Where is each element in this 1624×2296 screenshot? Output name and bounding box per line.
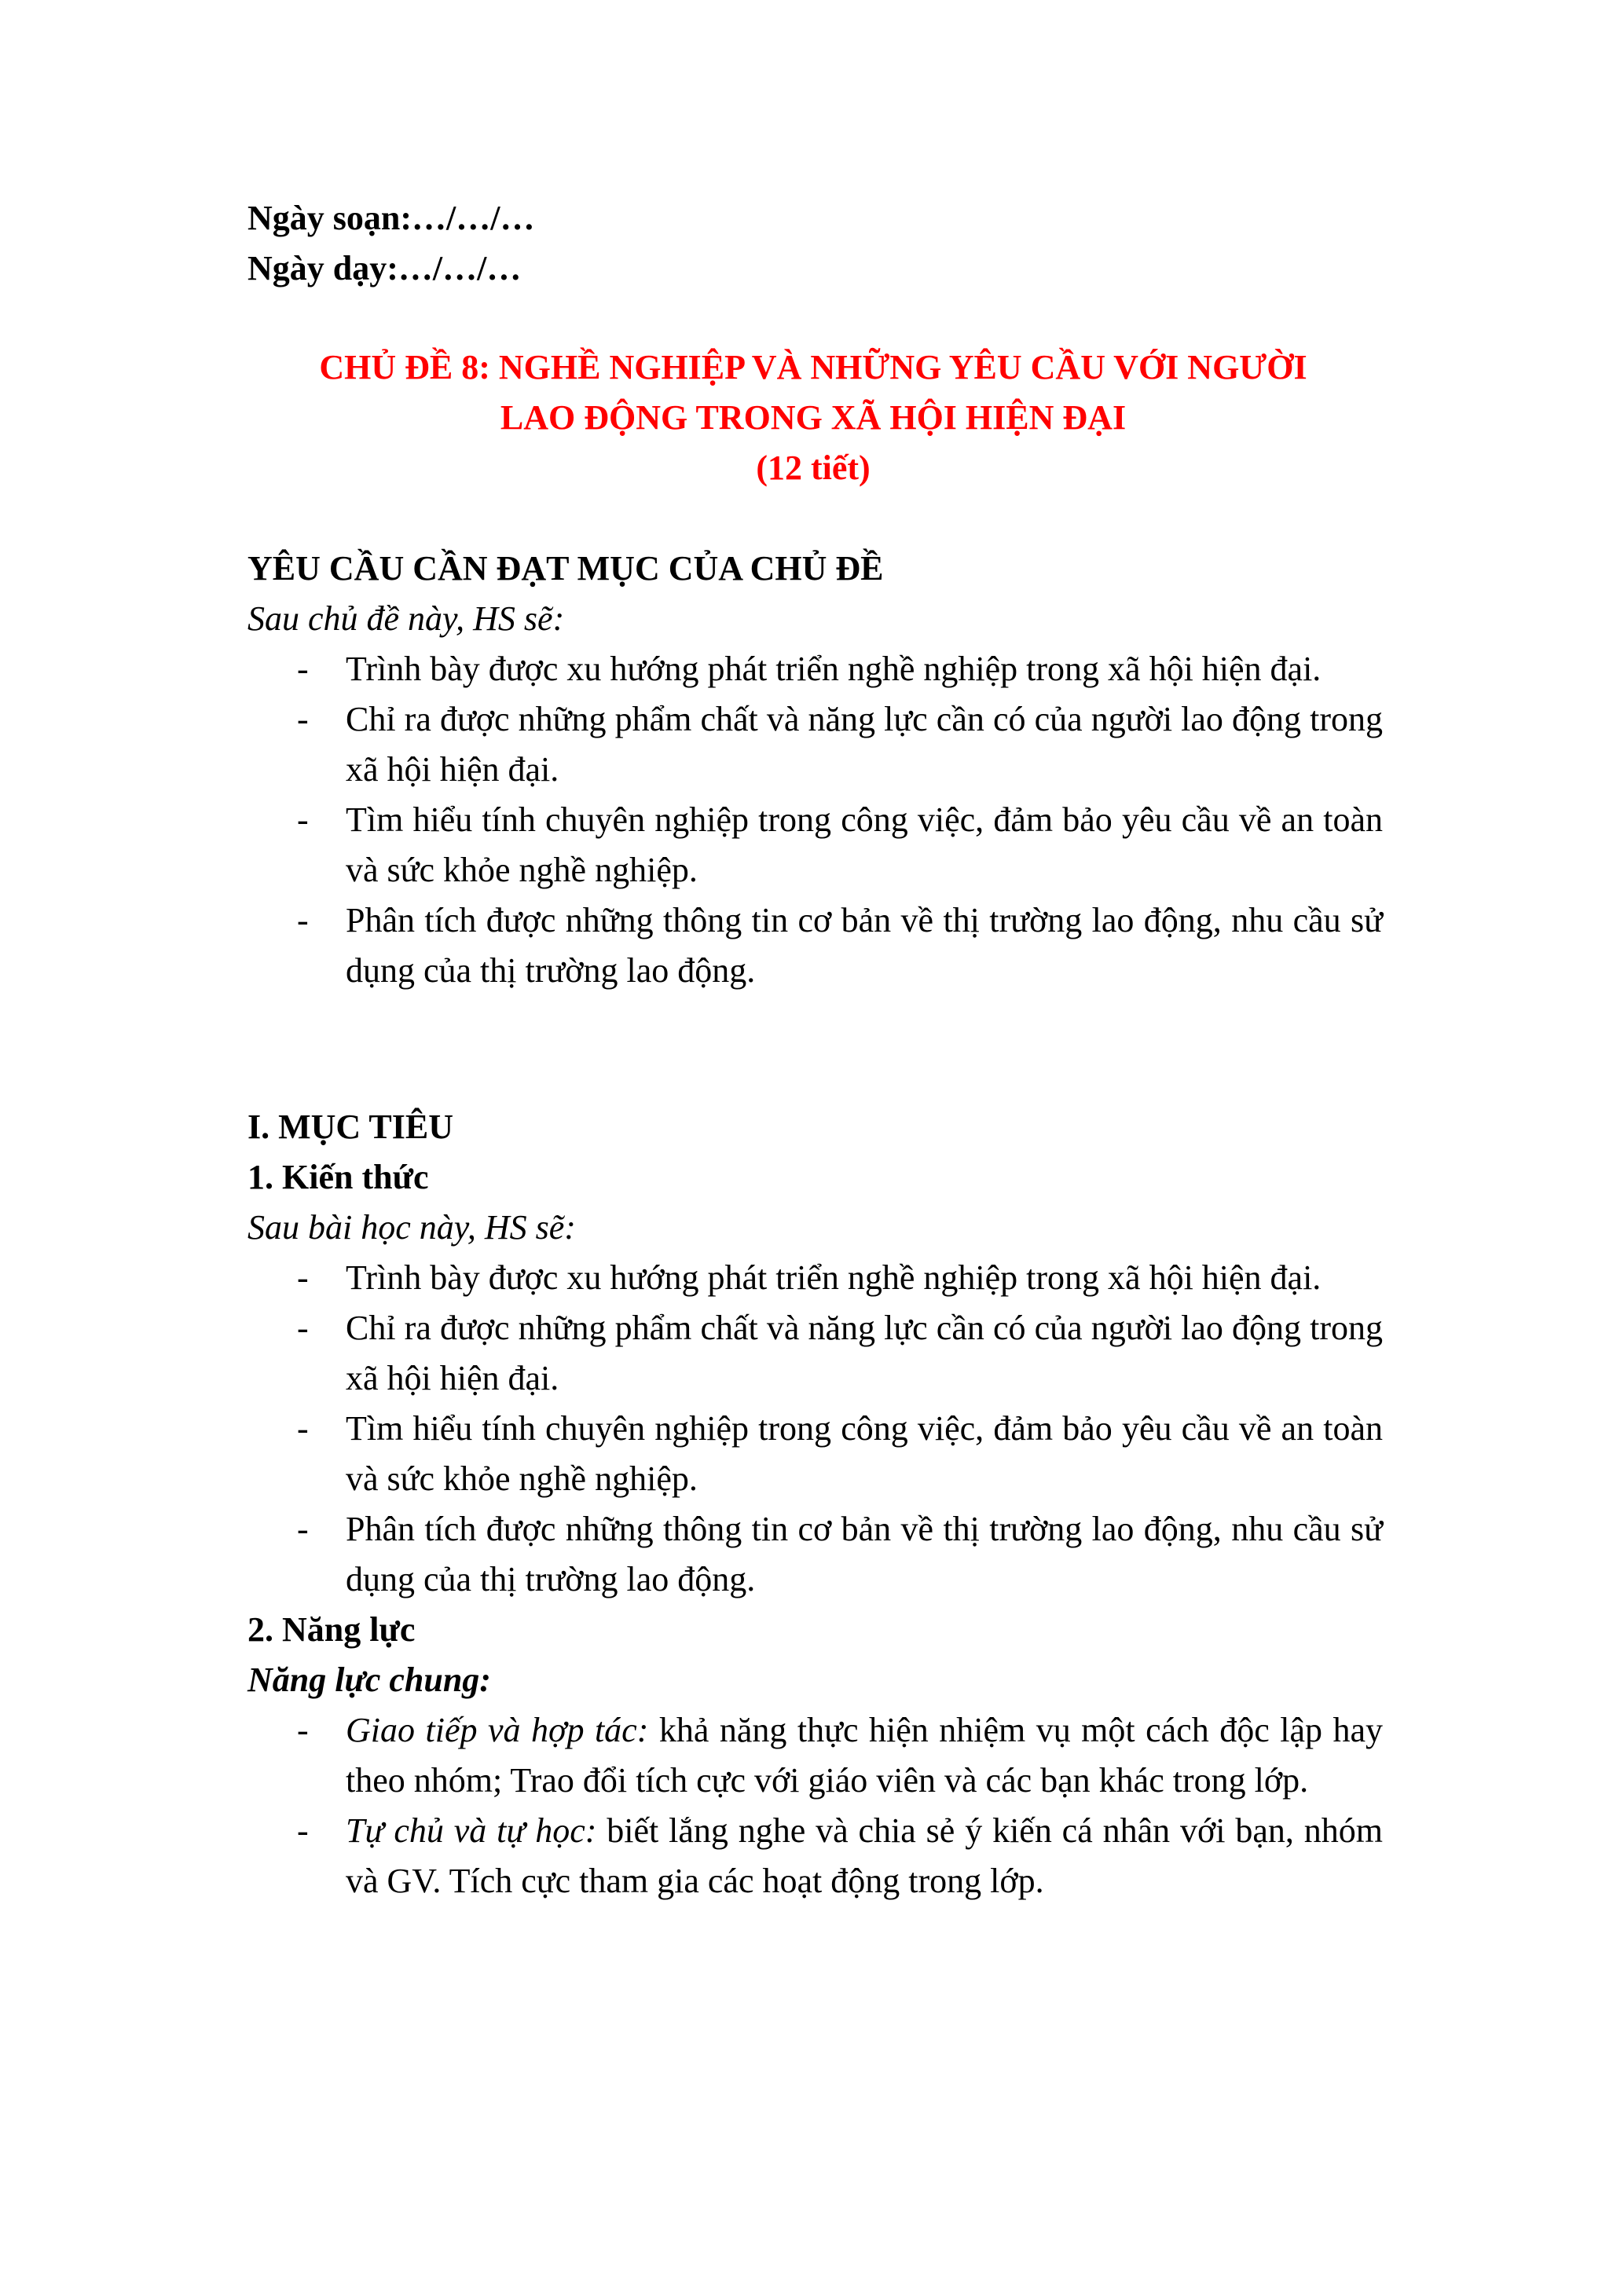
list-bullet: - xyxy=(297,800,309,839)
prep-date: Ngày soạn:…/…/… xyxy=(247,199,535,237)
list-item xyxy=(247,1404,1383,1504)
list-item-text: Phân tích được những thông tin cơ bản về thị trường lao động, nhu cầu sử dụng của thị trường lao động. xyxy=(346,901,1383,990)
list-item xyxy=(247,895,1383,996)
competence-text: khả năng thực hiện nhiệm vụ một cách độc lập hay theo nhóm; Trao đổi tích cực với giáo viên và các bạn khác trong lớp. xyxy=(346,1711,1383,1800)
list-item-text: Tìm hiểu tính chuyên nghiệp trong công việc, đảm bảo yêu cầu về an toàn và sức khỏe nghề nghiệp. xyxy=(346,800,1383,889)
competence-heading: 2. Năng lực xyxy=(247,1610,416,1649)
lesson-dates xyxy=(247,193,1379,294)
list-item-text: Chỉ ra được những phẩm chất và năng lực cần có của người lao động trong xã hội hiện đại. xyxy=(346,1309,1383,1397)
list-bullet: - xyxy=(297,901,309,939)
list-bullet: - xyxy=(297,1811,309,1850)
competence-label: Giao tiếp và hợp tác: xyxy=(346,1711,649,1749)
list-item-text: Trình bày được xu hướng phát triển nghề nghiệp trong xã hội hiện đại. xyxy=(346,650,1322,688)
list-item xyxy=(247,1253,1383,1303)
topic-title xyxy=(196,342,1430,493)
list-item xyxy=(247,1303,1383,1404)
topic-duration: (12 tiết) xyxy=(756,449,871,487)
topic-title-line-1: CHỦ ĐỀ 8: NGHỀ NGHIỆP VÀ NHỮNG YÊU CẦU VỚI NGƯỜI xyxy=(319,348,1307,386)
requirements-section xyxy=(247,544,1383,996)
list-bullet: - xyxy=(297,1309,309,1347)
list-item xyxy=(247,1806,1383,1906)
list-item xyxy=(247,1705,1383,1806)
list-item-text: Tìm hiểu tính chuyên nghiệp trong công việc, đảm bảo yêu cầu về an toàn và sức khỏe nghề nghiệp. xyxy=(346,1409,1383,1498)
topic-title-line-2: LAO ĐỘNG TRONG XÃ HỘI HIỆN ĐẠI xyxy=(500,398,1127,437)
list-bullet: - xyxy=(297,1258,309,1297)
requirements-heading: YÊU CẦU CẦN ĐẠT MỤC CỦA CHỦ ĐỀ xyxy=(247,549,884,588)
list-bullet: - xyxy=(297,1409,309,1448)
knowledge-list xyxy=(247,1253,1383,1605)
knowledge-intro: Sau bài học này, HS sẽ: xyxy=(247,1208,576,1247)
list-bullet: - xyxy=(297,650,309,688)
list-bullet: - xyxy=(297,1711,309,1749)
list-item-text: Trình bày được xu hướng phát triển nghề nghiệp trong xã hội hiện đại. xyxy=(346,1258,1322,1297)
competence-list xyxy=(247,1705,1383,1906)
list-item-text: Chỉ ra được những phẩm chất và năng lực cần có của người lao động trong xã hội hiện đại. xyxy=(346,700,1383,789)
knowledge-heading: 1. Kiến thức xyxy=(247,1158,429,1196)
teach-date: Ngày dạy:…/…/… xyxy=(247,249,522,287)
objectives-heading: I. MỤC TIÊU xyxy=(247,1108,454,1146)
requirements-intro: Sau chủ đề này, HS sẽ: xyxy=(247,599,565,638)
list-bullet: - xyxy=(297,1510,309,1548)
list-item xyxy=(247,644,1383,694)
objectives-section xyxy=(247,1102,1383,1906)
competence-label: Tự chủ và tự học: xyxy=(346,1811,597,1850)
requirements-list xyxy=(247,644,1383,996)
list-item-text: Phân tích được những thông tin cơ bản về thị trường lao động, nhu cầu sử dụng của thị trường lao động. xyxy=(346,1510,1383,1598)
general-competence-heading: Năng lực chung: xyxy=(247,1661,491,1699)
list-item xyxy=(247,795,1383,895)
competence-text: biết lắng nghe và chia sẻ ý kiến cá nhân với bạn, nhóm và GV. Tích cực tham gia các hoạt động trong lớp. xyxy=(346,1811,1383,1900)
list-bullet: - xyxy=(297,700,309,738)
list-item xyxy=(247,1504,1383,1605)
list-item xyxy=(247,694,1383,795)
